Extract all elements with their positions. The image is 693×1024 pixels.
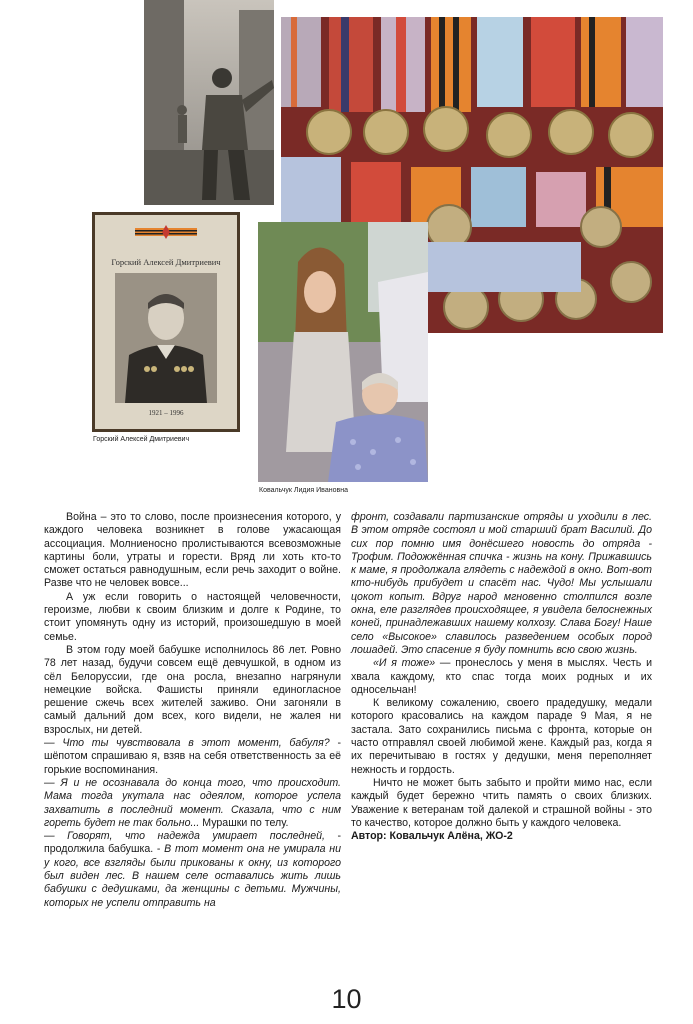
- text-fragment: — Я и не осознавала до конца того, что происходит. Мама тогда укутала нас одеялом, которое успела захватить в последний момент. Сказала, что с ним гореть будет не так больно...: [44, 776, 341, 829]
- article-paragraph: [351, 657, 652, 697]
- article-paragraph: [44, 777, 341, 830]
- family-caption: Ковальчук Лидия Ивановна: [259, 487, 348, 494]
- family-photo: [258, 222, 428, 482]
- article-paragraph: фронт, создавали партизанские отряды и уходили в лес. В этом отряде состоял и мой старший брат Василий. До сих пор помню имя донёсшего новость до отряда - Трофим. Подожжённая спичка - жизнь на кону. Прижавшись к маме, я продолжала глядеть с надеждой в окно. Вот-вот кто-нибудь прибудет и спасёт нас. Чудо! Мы услышали цокот копыт. Вдруг народ мгновенно столпился возле окна, еле разглядев происходящее, я увидела белоснежных коней, принадлежавших нашему колхозу. Слава Богу! Наше село «Высокое» славилось разведением особых пород лошадей. Это спасение я буду помнить всю свою жизнь.: [351, 511, 652, 656]
- text-fragment: «И я тоже»: [373, 657, 436, 670]
- page-number: 10: [331, 984, 362, 1014]
- portrait-caption: Горский Алексей Дмитриевич: [93, 436, 190, 443]
- article-paragraph: В этом году моей бабушке исполнилось 86 лет. Ровно 78 лет назад, будучи совсем ещё девчушкой, в одном из сёл Белоруссии, где она росла, внезапно нагрянули немецкие войска. Фашисты приняли единогласное решение сжечь всех жителей заживо. Они загоняли в самый дальний дом всех, кого видели, не жалея ни взрослых, ни детей.: [44, 643, 341, 736]
- text-fragment: — пронеслось у меня в мыслях. Честь и хвала каждому, кто спас тогда моих родных и их односельчан!: [351, 657, 652, 696]
- text-fragment: - шёпотом спрашиваю я, взяв на себя ответственность за её горькие воспоминания.: [44, 737, 341, 776]
- soldier-photo: [144, 0, 274, 205]
- article-paragraph: Ничто не может быть забыто и пройти мимо нас, если каждый будет бережно чтить память о своих близких. Уважение к ветеранам той далекой и страшной войны - это то качество, которое должно быть у каждого человека.: [351, 776, 652, 829]
- text-fragment: — Что ты чувствовала в этот момент, бабуля?: [44, 737, 330, 750]
- text-fragment: В тот момент она не умирала ни у кого, все взгляды были прикованы к окну, из которого был виден лес. В нашем селе оставались жить лишь бабушки с дедушками, да женщины с детьми. Мужчины, которых не успели отправить на: [44, 843, 342, 909]
- text-fragment: - продолжила бабушка. -: [44, 830, 341, 856]
- article-left-column: [44, 511, 341, 910]
- article-right-column: [351, 511, 652, 843]
- article-paragraph: К великому сожалению, своего прадедушку, медали которого красовались на каждом параде 9 Мая, я не застала. Зато сохранились письма с фронта, которые он часто отправлял своей любимой жене. Каждый раз, когда я их перечитываю в гостях у дедушки, меня переполняет нежность и гордость.: [351, 697, 652, 776]
- article-paragraph: [44, 830, 341, 910]
- portrait-years: 1921 – 1996: [148, 409, 184, 417]
- article-paragraph: [44, 737, 341, 777]
- article-paragraph: А уж если говорить о настоящей человечности, героизме, любви к своим близким и долге к Родине, то стоит упомянуть одну из историй, произошедшую в моей семье.: [44, 590, 341, 643]
- portrait-image: [115, 273, 217, 403]
- portrait-name: Горский Алексей Дмитриевич: [111, 257, 221, 267]
- article-paragraph: Война – это то слово, после произнесения которого, у каждого человека возникнет в голове ужасающая ассоциация. Молниеносно пролистываются всевозможные картины боли, утраты и горести. Вряд ли хоть кто-то сможет остаться равнодушным, если речь заходит о войне. Разве что не человек вовсе...: [44, 511, 341, 590]
- portrait-ribbon-icon: [135, 225, 197, 239]
- author-line: Автор: Ковальчук Алёна, ЖО-2: [351, 830, 513, 843]
- text-fragment: Мурашки по телу.: [199, 816, 289, 829]
- portrait-photo: [92, 212, 240, 432]
- text-fragment: — Говорят, что надежда умирает последней,: [44, 830, 325, 843]
